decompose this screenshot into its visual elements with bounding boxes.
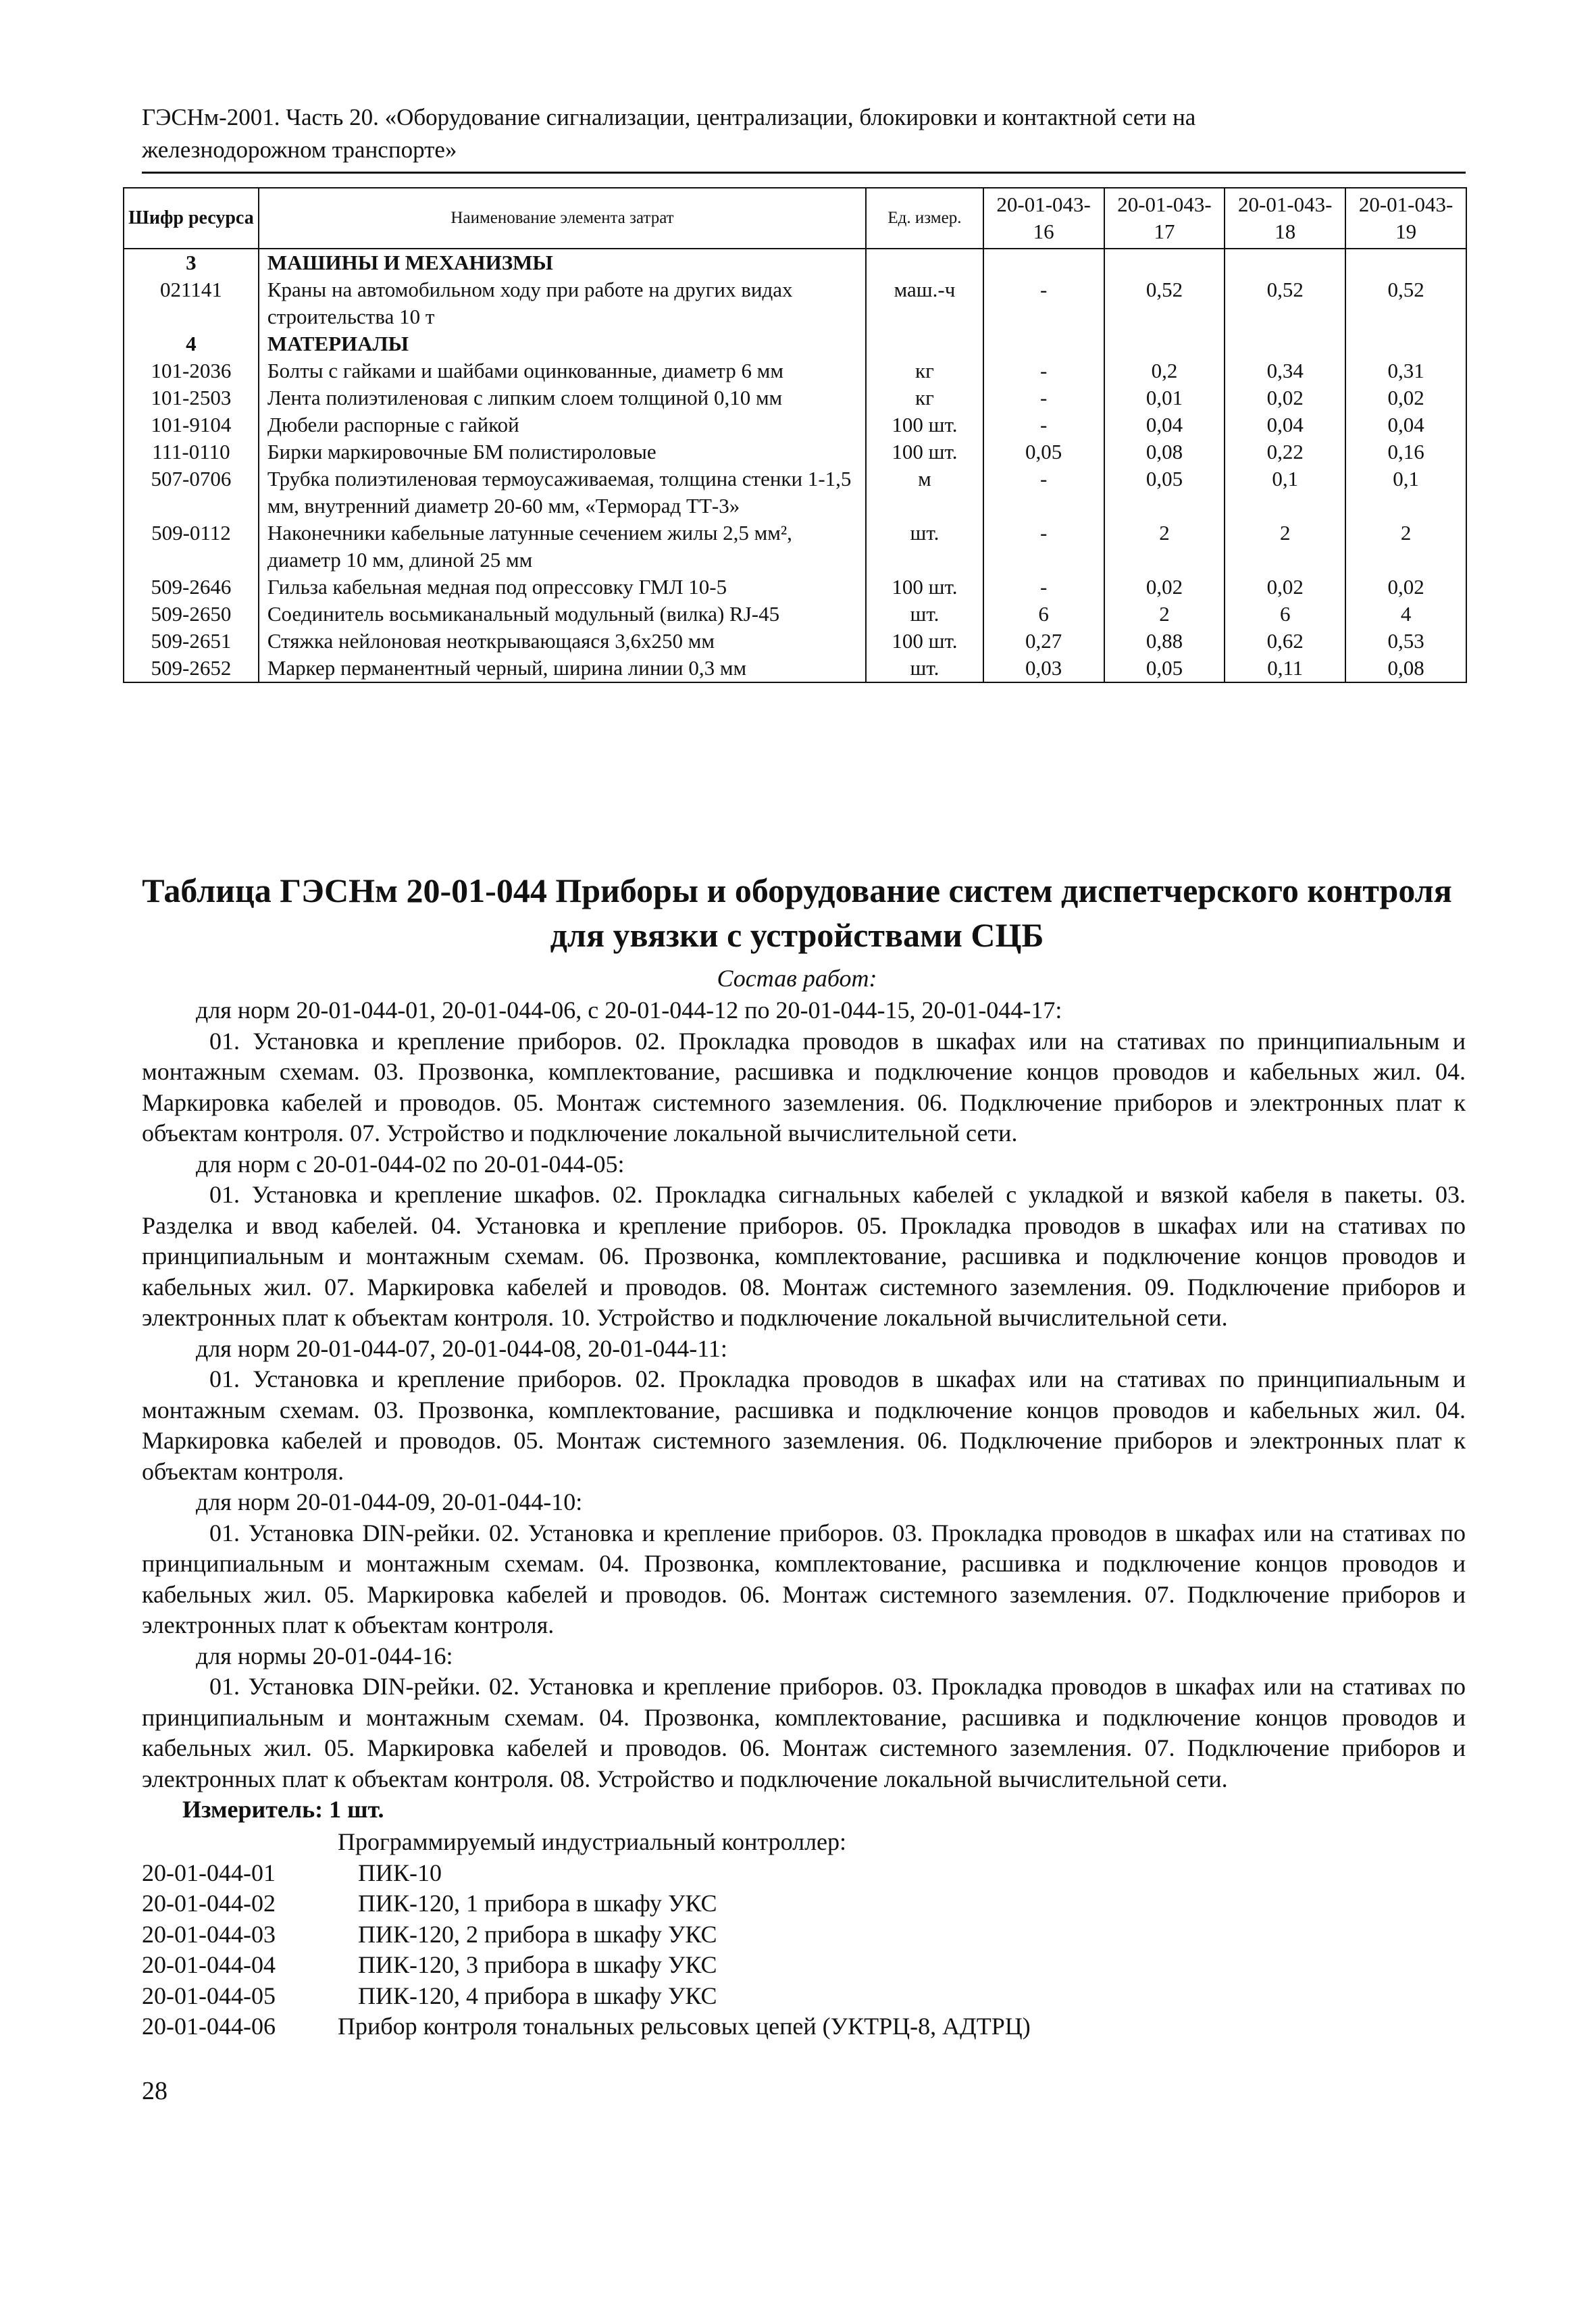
value-043-17: 0,05 (1104, 655, 1225, 682)
value-043-18: 0,02 (1225, 574, 1345, 601)
value-043-17: 0,88 (1104, 628, 1225, 655)
resource-code: 3 (124, 249, 259, 276)
col-header-unit: Ед. измер. (866, 188, 983, 249)
value-043-19: 0,02 (1345, 574, 1466, 601)
resource-code: 507-0706 (124, 466, 259, 520)
variant-code: 20-01-044-02 (142, 1890, 276, 1917)
resource-code: 021141 (124, 276, 259, 330)
variant-row (142, 1888, 1466, 1919)
norm-variants (142, 1827, 1466, 2042)
table-row (124, 330, 1466, 357)
norm-group-works: 01. Установка и крепление приборов. 02. Прокладка проводов в шкафах или на стативах по принципиальным и монтажным схемам. 03. Прозвонка, комплектование, расшивка и подключение концов проводов и кабельных жил. 04. Маркировка кабелей и проводов. 05. Монтаж системного заземления. 06. Подключение приборов и электронных плат к объектам контроля. 07. Устройство и подключение локальной вычислительной сети. (142, 1027, 1466, 1147)
value-043-18 (1225, 330, 1345, 357)
value-043-19: 0,02 (1345, 384, 1466, 411)
value-043-18: 0,52 (1225, 276, 1345, 330)
table-row (124, 249, 1466, 276)
variant-code: 20-01-044-05 (142, 1982, 276, 2009)
resource-table (123, 187, 1467, 683)
resource-unit: 100 шт. (866, 574, 983, 601)
resource-code: 111-0110 (124, 438, 259, 466)
variant-row (142, 1981, 1466, 2012)
resource-code: 509-2650 (124, 601, 259, 628)
header-line-1: ГЭСНм-2001. Часть 20. «Оборудование сигнализации, централизации, блокировки и контактной сети на (142, 104, 1196, 130)
value-043-16: - (983, 357, 1104, 384)
table-row (124, 357, 1466, 384)
value-043-19 (1345, 330, 1466, 357)
value-043-18: 6 (1225, 601, 1345, 628)
resource-unit: маш.-ч (866, 276, 983, 330)
table-title (101, 868, 1493, 957)
variant-name: ПИК-120, 2 прибора в шкафу УКС (358, 1920, 717, 1948)
value-043-18: 0,1 (1225, 466, 1345, 520)
norm-group-heading: для норм 20-01-044-09, 20-01-044-10: (196, 1488, 583, 1515)
value-043-17: 2 (1104, 520, 1225, 574)
work-composition (142, 995, 1466, 1826)
table-header-row (124, 188, 1466, 249)
resource-name: Маркер перманентный черный, ширина линии 0,3 мм (259, 655, 866, 682)
resource-code: 509-2652 (124, 655, 259, 682)
resource-name: Трубка полиэтиленовая термоусаживаемая, толщина стенки 1-1,5 мм, внутренний диаметр 20-60 мм, «Терморад ТТ-3» (259, 466, 866, 520)
header-divider (142, 172, 1466, 174)
value-043-19: 0,1 (1345, 466, 1466, 520)
norm-group-heading: для норм с 20-01-044-02 по 20-01-044-05: (196, 1150, 625, 1178)
value-043-18: 0,62 (1225, 628, 1345, 655)
resource-unit: 100 шт. (866, 628, 983, 655)
norm-group-works: 01. Установка DIN-рейки. 02. Установка и крепление приборов. 03. Прокладка проводов в шкафах или на стативах по принципиальным и монтажным схемам. 04. Прозвонка, комплектование, расшивка и подключение концов проводов и кабельных жил. 05. Маркировка кабелей и проводов. 06. Монтаж системного заземления. 07. Подключение приборов и электронных плат к объектам контроля. 08. Устройство и подключение локальной вычислительной сети. (142, 1673, 1466, 1792)
value-043-16: - (983, 411, 1104, 438)
value-043-16 (983, 330, 1104, 357)
value-043-17: 2 (1104, 601, 1225, 628)
col-header-043-19: 20-01-043-19 (1345, 188, 1466, 249)
table-row (124, 411, 1466, 438)
value-043-16: - (983, 466, 1104, 520)
variants-intro: Программируемый индустриальный контроллер: (338, 1828, 847, 1855)
value-043-19: 0,53 (1345, 628, 1466, 655)
norm-group-heading: для нормы 20-01-044-16: (196, 1642, 453, 1669)
variant-row (142, 2011, 1466, 2042)
value-043-19: 0,04 (1345, 411, 1466, 438)
table-row (124, 574, 1466, 601)
value-043-17 (1104, 330, 1225, 357)
table-row (124, 276, 1466, 330)
running-header (142, 101, 1466, 166)
resource-name: Лента полиэтиленовая с липким слоем толщиной 0,10 мм (259, 384, 866, 411)
table-row (124, 601, 1466, 628)
value-043-17: 0,2 (1104, 357, 1225, 384)
resource-name: Гильза кабельная медная под опрессовку ГМЛ 10-5 (259, 574, 866, 601)
norm-group-heading: для норм 20-01-044-01, 20-01-044-06, с 20-01-044-12 по 20-01-044-15, 20-01-044-17: (196, 997, 1062, 1024)
value-043-17: 0,05 (1104, 466, 1225, 520)
value-043-18: 0,04 (1225, 411, 1345, 438)
table-row (124, 520, 1466, 574)
table-title-line-2: для увязки с устройствами СЦБ (550, 916, 1044, 954)
table-row (124, 655, 1466, 682)
page-number: 28 (142, 2077, 168, 2105)
resource-unit: шт. (866, 655, 983, 682)
col-header-name: Наименование элемента затрат (259, 188, 866, 249)
resource-name: Соединитель восьмиканальный модульный (вилка) RJ-45 (259, 601, 866, 628)
resource-unit: шт. (866, 601, 983, 628)
col-header-043-18: 20-01-043-18 (1225, 188, 1345, 249)
resource-name: Краны на автомобильном ходу при работе на других видах строительства 10 т (259, 276, 866, 330)
variant-name: ПИК-120, 4 прибора в шкафу УКС (358, 1982, 717, 2009)
table-row (124, 466, 1466, 520)
resource-unit (866, 330, 983, 357)
resource-unit: м (866, 466, 983, 520)
value-043-17: 0,04 (1104, 411, 1225, 438)
variant-row (142, 1858, 1466, 1889)
value-043-16 (983, 249, 1104, 276)
value-043-19: 0,08 (1345, 655, 1466, 682)
value-043-16: 0,27 (983, 628, 1104, 655)
value-043-16: 0,05 (983, 438, 1104, 466)
resource-name: Бирки маркировочные БМ полистироловые (259, 438, 866, 466)
value-043-18: 2 (1225, 520, 1345, 574)
variant-name: ПИК-10 (358, 1859, 442, 1886)
value-043-19: 0,52 (1345, 276, 1466, 330)
composition-label: Состав работ: (717, 965, 877, 992)
value-043-17 (1104, 249, 1225, 276)
variant-name: Прибор контроля тональных рельсовых цепей (УКТРЦ-8, АДТРЦ) (338, 2013, 1031, 2040)
value-043-16: 0,03 (983, 655, 1104, 682)
value-043-17: 0,01 (1104, 384, 1225, 411)
value-043-17: 0,02 (1104, 574, 1225, 601)
resource-name: Дюбели распорные с гайкой (259, 411, 866, 438)
variant-row (142, 1919, 1466, 1951)
norm-group-works: 01. Установка и крепление шкафов. 02. Прокладка сигнальных кабелей с укладкой и вязкой кабеля в пакеты. 03. Разделка и ввод кабелей. 04. Установка и крепление приборов. 05. Прокладка проводов в шкафах или на стативах по принципиальным и монтажным схемам. 06. Прозвонка, комплектование, расшивка и подключение концов проводов и кабельных жил. 07. Маркировка кабелей и проводов. 08. Монтаж системного заземления. 09. Подключение приборов и электронных плат к объектам контроля. 10. Устройство и подключение локальной вычислительной сети. (142, 1181, 1466, 1331)
variant-list (142, 1858, 1466, 2042)
value-043-18: 0,34 (1225, 357, 1345, 384)
table-title-line-1: Таблица ГЭСНм 20-01-044 Приборы и оборудование систем диспетчерского контроля (142, 872, 1452, 909)
value-043-18: 0,22 (1225, 438, 1345, 466)
resource-unit: 100 шт. (866, 411, 983, 438)
resource-code: 101-2503 (124, 384, 259, 411)
variant-code: 20-01-044-04 (142, 1951, 276, 1978)
resource-unit: шт. (866, 520, 983, 574)
variant-code: 20-01-044-06 (142, 2013, 276, 2040)
resource-name: МАТЕРИАЛЫ (259, 330, 866, 357)
value-043-18: 0,11 (1225, 655, 1345, 682)
table-row (124, 438, 1466, 466)
value-043-17: 0,08 (1104, 438, 1225, 466)
value-043-18: 0,02 (1225, 384, 1345, 411)
resource-unit (866, 249, 983, 276)
header-line-2: железнодорожном транспорте» (142, 136, 457, 163)
resource-name: Болты с гайками и шайбами оцинкованные, диаметр 6 мм (259, 357, 866, 384)
meter-label: Измеритель: 1 шт. (182, 1796, 384, 1823)
col-header-043-16: 20-01-043-16 (983, 188, 1104, 249)
value-043-16: - (983, 276, 1104, 330)
norm-group-works: 01. Установка DIN-рейки. 02. Установка и крепление приборов. 03. Прокладка проводов в шкафах или на стативах по принципиальным и монтажным схемам. 04. Прозвонка, комплектование, расшивка и подключение концов проводов и кабельных жил. 05. Маркировка кабелей и проводов. 06. Монтаж системного заземления. 07. Подключение приборов и электронных плат к объектам контроля. (142, 1519, 1466, 1638)
resource-table-body (124, 249, 1466, 682)
value-043-17: 0,52 (1104, 276, 1225, 330)
value-043-19: 0,31 (1345, 357, 1466, 384)
table-row (124, 384, 1466, 411)
resource-unit: кг (866, 357, 983, 384)
resource-code: 509-0112 (124, 520, 259, 574)
resource-name: Наконечники кабельные латунные сечением жилы 2,5 мм², диаметр 10 мм, длиной 25 мм (259, 520, 866, 574)
col-header-code: Шифр ресурса (124, 188, 259, 249)
variant-name: ПИК-120, 1 прибора в шкафу УКС (358, 1890, 717, 1917)
value-043-16: - (983, 574, 1104, 601)
resource-unit: 100 шт. (866, 438, 983, 466)
variant-code: 20-01-044-01 (142, 1859, 276, 1886)
value-043-18 (1225, 249, 1345, 276)
norm-group-works: 01. Установка и крепление приборов. 02. Прокладка проводов в шкафах или на стативах по принципиальным и монтажным схемам. 03. Прозвонка, комплектование, расшивка и подключение концов проводов и кабельных жил. 04. Маркировка кабелей и проводов. 05. Монтаж системного заземления. 06. Подключение приборов и электронных плат к объектам контроля. (142, 1365, 1466, 1485)
table-row (124, 628, 1466, 655)
value-043-19: 0,16 (1345, 438, 1466, 466)
variant-name: ПИК-120, 3 прибора в шкафу УКС (358, 1951, 717, 1978)
resource-code: 509-2646 (124, 574, 259, 601)
value-043-16: - (983, 520, 1104, 574)
variant-row (142, 1950, 1466, 1981)
value-043-19 (1345, 249, 1466, 276)
resource-name: МАШИНЫ И МЕХАНИЗМЫ (259, 249, 866, 276)
norm-group-heading: для норм 20-01-044-07, 20-01-044-08, 20-01-044-11: (196, 1334, 727, 1362)
resource-code: 101-9104 (124, 411, 259, 438)
value-043-19: 4 (1345, 601, 1466, 628)
resource-code: 101-2036 (124, 357, 259, 384)
resource-name: Стяжка нейлоновая неоткрывающаяся 3,6х250 мм (259, 628, 866, 655)
resource-unit: кг (866, 384, 983, 411)
value-043-19: 2 (1345, 520, 1466, 574)
resource-code: 509-2651 (124, 628, 259, 655)
variant-code: 20-01-044-03 (142, 1920, 276, 1948)
col-header-043-17: 20-01-043-17 (1104, 188, 1225, 249)
value-043-16: - (983, 384, 1104, 411)
resource-code: 4 (124, 330, 259, 357)
value-043-16: 6 (983, 601, 1104, 628)
